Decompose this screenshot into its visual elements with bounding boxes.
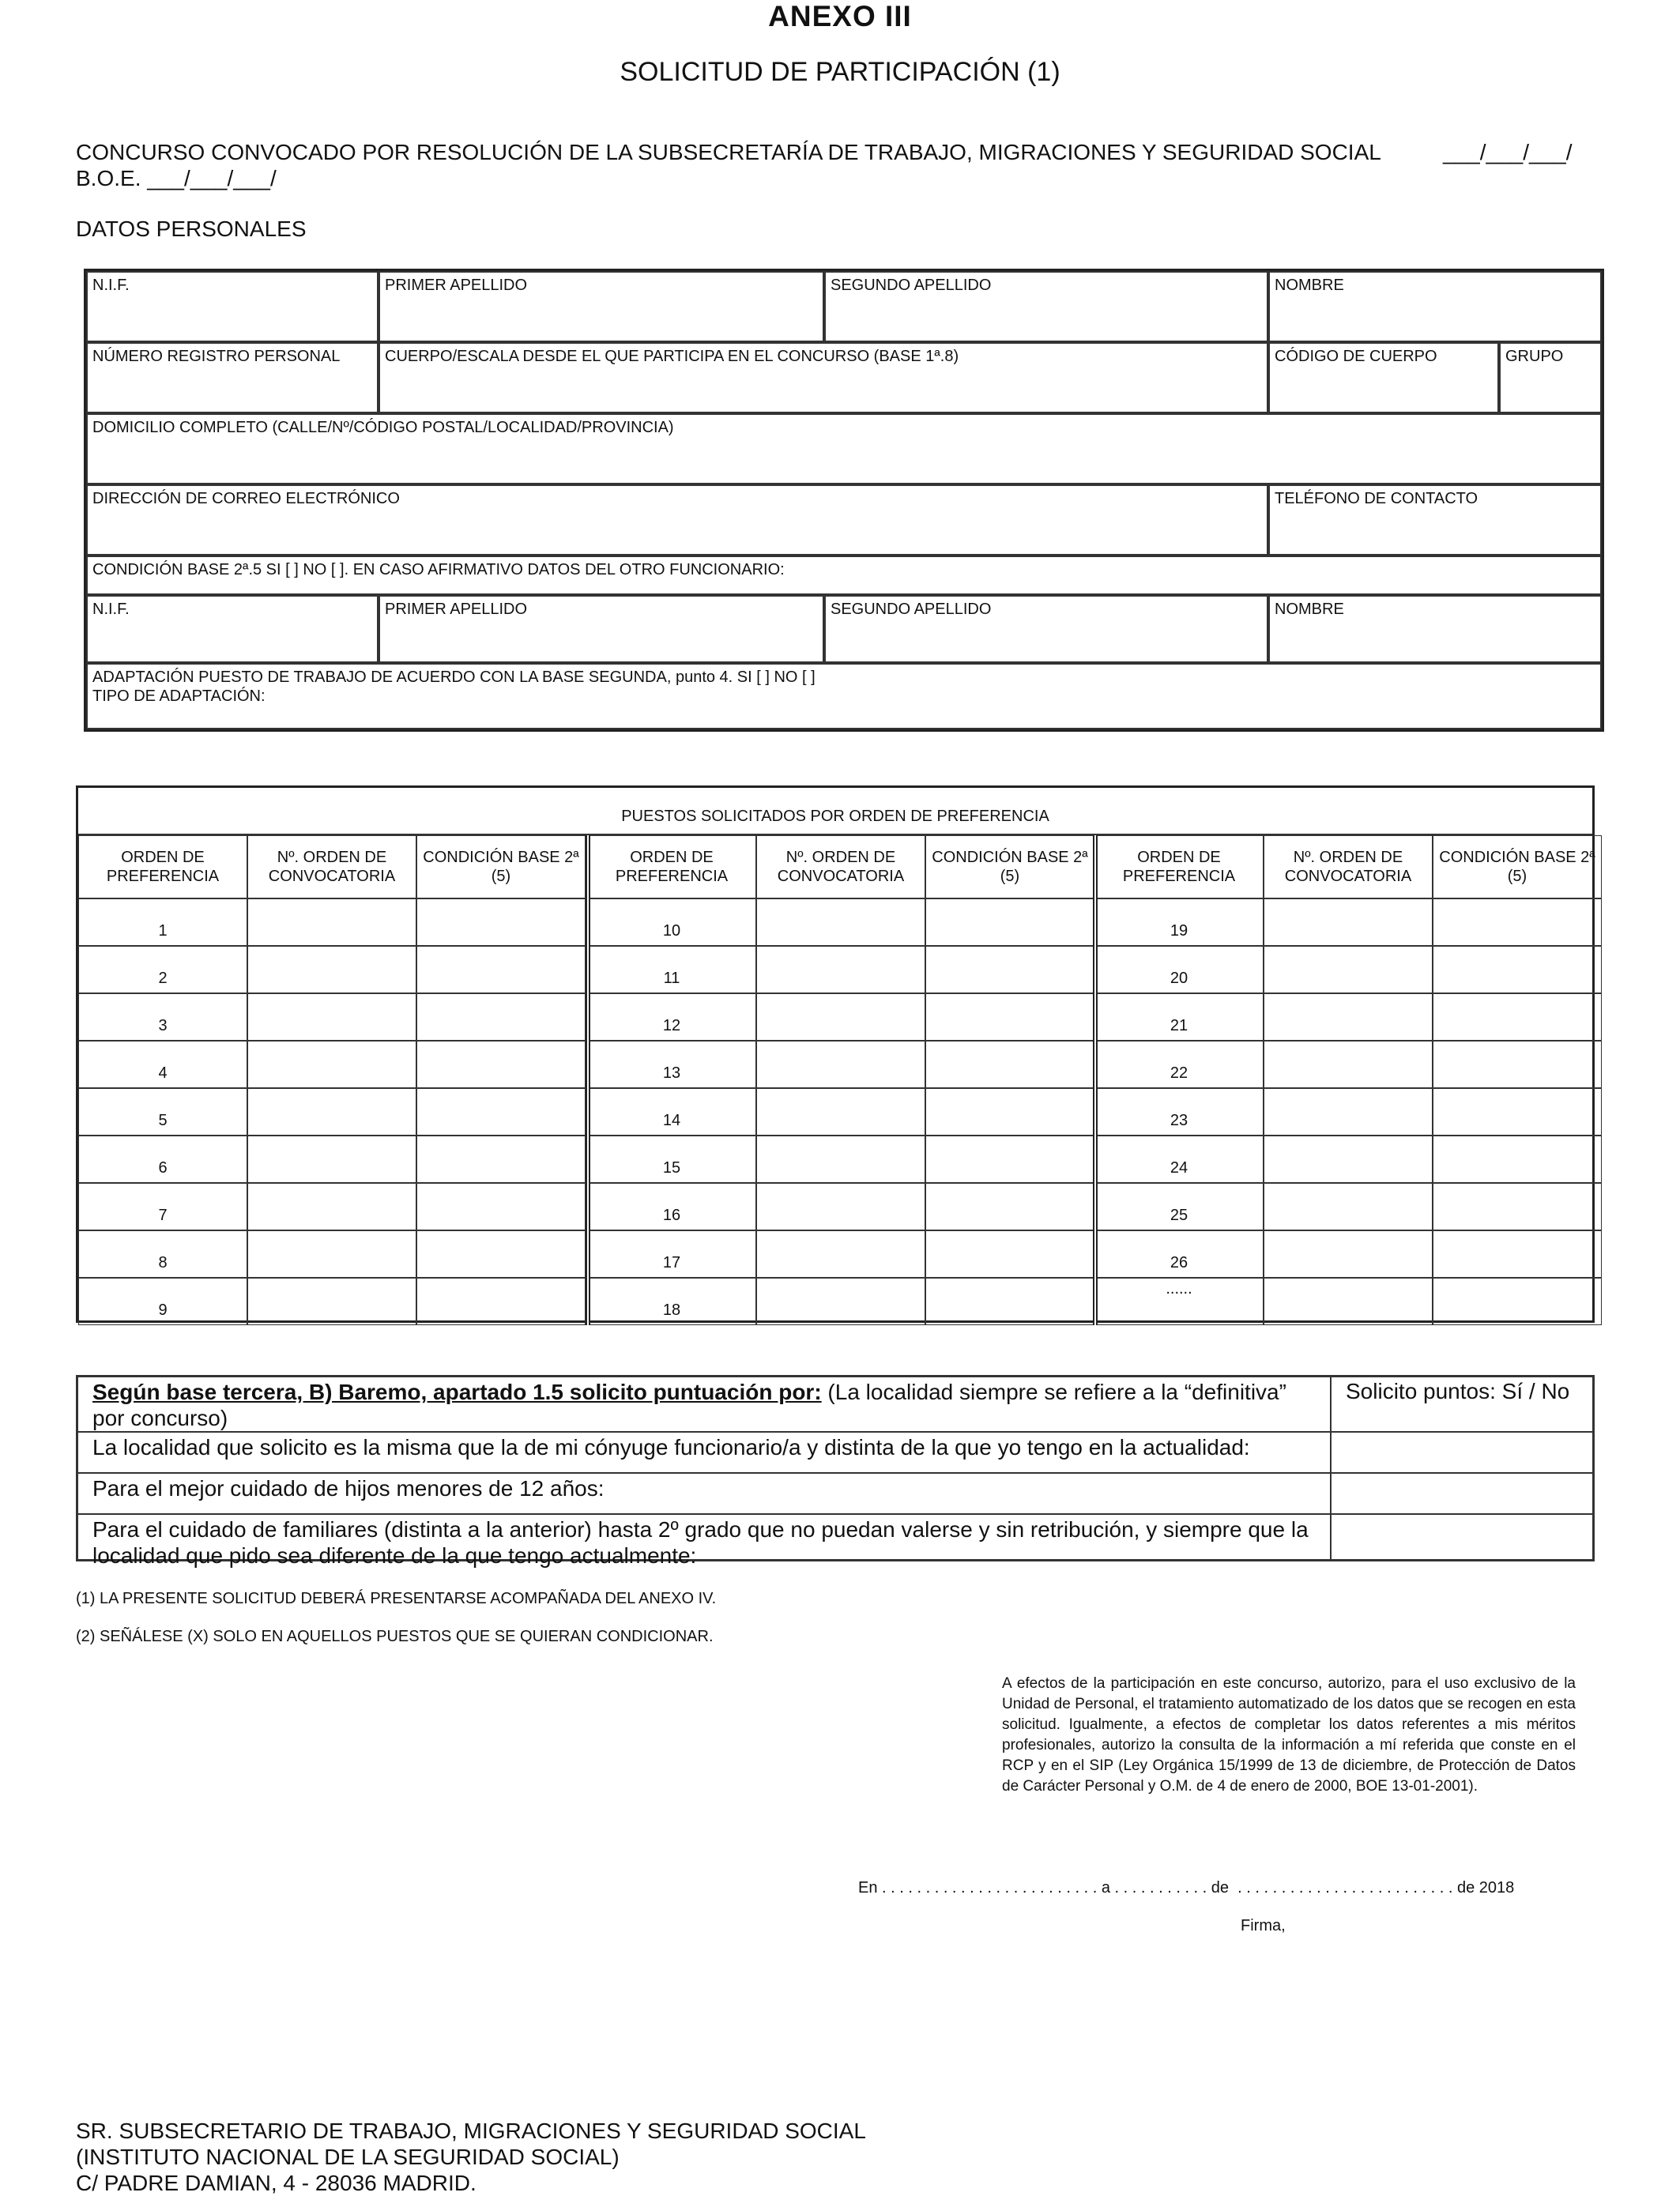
convocatoria-input-cell[interactable] [756, 898, 925, 946]
adaptacion-label: ADAPTACIÓN PUESTO DE TRABAJO DE ACUERDO CON LA BASE SEGUNDA, punto 4. SI [ ] NO [ ] [92, 669, 816, 686]
baremo-answer-conyuge[interactable] [1331, 1432, 1593, 1473]
primer-apellido-field[interactable]: PRIMER APELLIDO [379, 271, 824, 342]
nif-field[interactable]: N.I.F. [86, 271, 379, 342]
legal-consent-text: A efectos de la participación en este concurso, autorizo, para el uso exclusivo de la Unidad de Personal, el tratamiento automatizado de los datos que se recogen en esta solicitud. Igualmente, a efectos de completar los datos referentes a mis méritos profesionales, autorizo la consulta de la información a mí referida que conste en el RCP y en el SIP (Ley Orgánica 15/1999 de 13 de diciembre, de Protección de Datos de Carácter Personal y O.M. de 4 de enero de 2000, BOE 13-01-2001). [1002, 1675, 1576, 1795]
orden-number: 24 [1094, 1136, 1264, 1183]
condicion-input-cell[interactable] [925, 993, 1094, 1041]
document-subtitle: SOLICITUD DE PARTICIPACIÓN (1) [620, 57, 1060, 87]
orden-number: 15 [587, 1136, 756, 1183]
numero-registro-field[interactable]: NÚMERO REGISTRO PERSONAL [86, 342, 379, 413]
orden-number: 5 [78, 1088, 247, 1136]
orden-number: 21 [1094, 993, 1264, 1041]
convocatoria-date-field[interactable]: ___/___/___/ [1443, 140, 1573, 164]
convocatoria-input-cell[interactable] [1264, 1088, 1433, 1136]
condicion-base-field[interactable]: CONDICIÓN BASE 2ª.5 SI [ ] NO [ ]. EN CASO AFIRMATIVO DATOS DEL OTRO FUNCIONARIO: [86, 556, 1602, 595]
condicion-input-cell[interactable] [925, 898, 1094, 946]
orden-number: 18 [587, 1278, 756, 1325]
orden-number: 19 [1094, 898, 1264, 946]
telefono-field[interactable]: TELÉFONO DE CONTACTO [1268, 484, 1602, 556]
condicion-input-cell[interactable] [1433, 1041, 1602, 1088]
condicion-input-cell[interactable] [416, 898, 586, 946]
orden-preferencia-header: ORDEN DE PREFERENCIA [1094, 835, 1264, 898]
orden-number: 9 [78, 1278, 247, 1325]
boe-date-field[interactable]: B.O.E. ___/___/___/ [76, 166, 277, 190]
condicion-input-cell[interactable] [1433, 1230, 1602, 1278]
condicion-input-cell[interactable] [925, 1230, 1094, 1278]
convocatoria-input-cell[interactable] [756, 1088, 925, 1136]
convocatoria-input-cell[interactable] [247, 1088, 416, 1136]
condicion-input-cell[interactable] [925, 1136, 1094, 1183]
personal-data-grid [84, 269, 1604, 732]
convocatoria-input-cell[interactable] [247, 898, 416, 946]
signature-label: Firma, [1241, 1917, 1286, 1934]
orden-number: 14 [587, 1088, 756, 1136]
document-title: ANEXO III [768, 0, 912, 32]
convocatoria-input-cell[interactable] [756, 1278, 925, 1325]
baremo-answer-familiares[interactable] [1331, 1514, 1593, 1560]
orden-number: 3 [78, 993, 247, 1041]
note-1: (1) LA PRESENTE SOLICITUD DEBERÁ PRESENTARSE ACOMPAÑADA DEL ANEXO IV. [76, 1590, 717, 1607]
condicion-input-cell[interactable] [1433, 946, 1602, 993]
orden-convocatoria-header: Nº. ORDEN DE CONVOCATORIA [1264, 835, 1433, 898]
condicion-input-cell[interactable] [925, 1278, 1094, 1325]
convocatoria-text: CONCURSO CONVOCADO POR RESOLUCIÓN DE LA SUBSECRETARÍA DE TRABAJO, MIGRACIONES Y SEGURIDAD SOCIAL [76, 140, 1381, 164]
group-divider [1093, 835, 1098, 1325]
puestos-table [76, 785, 1595, 1323]
address-line-3: C/ PADRE DAMIAN, 4 - 28036 MADRID. [76, 2171, 477, 2195]
cuerpo-escala-field[interactable]: CUERPO/ESCALA DESDE EL QUE PARTICIPA EN EL CONCURSO (BASE 1ª.8) [379, 342, 1268, 413]
recipient-address [76, 2118, 866, 2196]
baremo-row-hijos: Para el mejor cuidado de hijos menores de 12 años: [77, 1473, 1331, 1514]
puestos-table-title: PUESTOS SOLICITADOS POR ORDEN DE PREFERENCIA [78, 788, 1592, 835]
condicion-input-cell[interactable] [416, 1230, 586, 1278]
condicion-input-cell[interactable] [1433, 898, 1602, 946]
orden-number: 1 [78, 898, 247, 946]
baremo-solicito-header: Solicito puntos: Sí / No [1331, 1377, 1593, 1432]
address-line-1: SR. SUBSECRETARIO DE TRABAJO, MIGRACIONES Y SEGURIDAD SOCIAL [76, 2119, 866, 2143]
address-line-2: (INSTITUTO NACIONAL DE LA SEGURIDAD SOCIAL) [76, 2145, 620, 2169]
condicion-input-cell[interactable] [416, 993, 586, 1041]
condicion-input-cell[interactable] [925, 946, 1094, 993]
orden-number: 7 [78, 1183, 247, 1230]
condicion-input-cell[interactable] [416, 1278, 586, 1325]
convocatoria-input-cell[interactable] [1264, 1041, 1433, 1088]
condicion-input-cell[interactable] [416, 1041, 586, 1088]
baremo-row-familiares: Para el cuidado de familiares (distinta a la anterior) hasta 2º grado que no puedan valerse y sin retribución, y siempre que la localidad que pido sea diferente de la que tengo actualmente: [77, 1514, 1331, 1560]
baremo-header-rest: (La localidad siempre se refiere a la “definitiva” por concurso) [92, 1380, 1286, 1430]
orden-number: ...... [1094, 1278, 1264, 1325]
nombre-field[interactable]: NOMBRE [1268, 271, 1602, 342]
orden-number: 26 [1094, 1230, 1264, 1278]
convocatoria-input-cell[interactable] [247, 946, 416, 993]
nif-otro-field[interactable]: N.I.F. [86, 595, 379, 663]
section-personal-heading: DATOS PERSONALES [76, 217, 307, 241]
convocatoria-input-cell[interactable] [1264, 993, 1433, 1041]
orden-convocatoria-header: Nº. ORDEN DE CONVOCATORIA [756, 835, 925, 898]
orden-number: 20 [1094, 946, 1264, 993]
convocatoria-input-cell[interactable] [1264, 1183, 1433, 1230]
baremo-header-text [77, 1377, 1331, 1432]
condicion-base-header: CONDICIÓN BASE 2ª (5) [1433, 835, 1602, 898]
baremo-answer-hijos[interactable] [1331, 1473, 1593, 1514]
convocatoria-input-cell[interactable] [1264, 946, 1433, 993]
condicion-input-cell[interactable] [1433, 1136, 1602, 1183]
convocatoria-input-cell[interactable] [756, 1183, 925, 1230]
convocatoria-input-cell[interactable] [247, 1278, 416, 1325]
tipo-adaptacion-label: TIPO DE ADAPTACIÓN: [92, 687, 266, 705]
convocatoria-input-cell[interactable] [756, 1041, 925, 1088]
note-2: (2) SEÑÁLESE (X) SOLO EN AQUELLOS PUESTOS QUE SE QUIERAN CONDICIONAR. [76, 1628, 714, 1645]
orden-number: 2 [78, 946, 247, 993]
orden-number: 13 [587, 1041, 756, 1088]
orden-number: 17 [587, 1230, 756, 1278]
condicion-base-header: CONDICIÓN BASE 2ª (5) [416, 835, 586, 898]
convocatoria-input-cell[interactable] [756, 1136, 925, 1183]
orden-number: 11 [587, 946, 756, 993]
convocatoria-input-cell[interactable] [247, 993, 416, 1041]
orden-number: 4 [78, 1041, 247, 1088]
convocatoria-input-cell[interactable] [756, 1230, 925, 1278]
convocatoria-input-cell[interactable] [247, 1136, 416, 1183]
orden-convocatoria-header: Nº. ORDEN DE CONVOCATORIA [247, 835, 416, 898]
condicion-input-cell[interactable] [1433, 1183, 1602, 1230]
correo-field[interactable]: DIRECCIÓN DE CORREO ELECTRÓNICO [86, 484, 1268, 556]
orden-number: 23 [1094, 1088, 1264, 1136]
group-divider [586, 835, 590, 1325]
convocatoria-input-cell[interactable] [247, 1183, 416, 1230]
baremo-table [76, 1375, 1595, 1568]
convocatoria-input-cell[interactable] [1264, 1136, 1433, 1183]
orden-number: 25 [1094, 1183, 1264, 1230]
domicilio-field[interactable]: DOMICILIO COMPLETO (CALLE/Nº/CÓDIGO POSTAL/LOCALIDAD/PROVINCIA) [86, 413, 1602, 484]
nombre-otro-field[interactable]: NOMBRE [1268, 595, 1602, 663]
condicion-input-cell[interactable] [416, 1088, 586, 1136]
convocatoria-input-cell[interactable] [1264, 1278, 1433, 1325]
condicion-input-cell[interactable] [416, 946, 586, 993]
segundo-apellido-field[interactable]: SEGUNDO APELLIDO [824, 271, 1268, 342]
orden-number: 12 [587, 993, 756, 1041]
convocatoria-input-cell[interactable] [1264, 1230, 1433, 1278]
condicion-input-cell[interactable] [1433, 1278, 1602, 1325]
convocatoria-input-cell[interactable] [1264, 898, 1433, 946]
baremo-row-conyuge: La localidad que solicito es la misma que la de mi cónyuge funcionario/a y distinta de la que yo tengo en la actualidad: [77, 1432, 1331, 1473]
condicion-base-header: CONDICIÓN BASE 2ª (5) [925, 835, 1094, 898]
convocatoria-input-cell[interactable] [247, 1230, 416, 1278]
convocatoria-input-cell[interactable] [756, 993, 925, 1041]
convocatoria-block [76, 139, 1617, 194]
orden-number: 16 [587, 1183, 756, 1230]
condicion-input-cell[interactable] [925, 1041, 1094, 1088]
condicion-input-cell[interactable] [925, 1088, 1094, 1136]
condicion-input-cell[interactable] [416, 1136, 586, 1183]
primer-apellido-otro-field[interactable]: PRIMER APELLIDO [379, 595, 824, 663]
orden-number: 22 [1094, 1041, 1264, 1088]
adaptacion-field[interactable] [86, 663, 1602, 729]
grupo-field[interactable]: GRUPO [1499, 342, 1602, 413]
convocatoria-input-cell[interactable] [247, 1041, 416, 1088]
orden-number: 6 [78, 1136, 247, 1183]
segundo-apellido-otro-field[interactable]: SEGUNDO APELLIDO [824, 595, 1268, 663]
condicion-input-cell[interactable] [925, 1183, 1094, 1230]
condicion-input-cell[interactable] [416, 1183, 586, 1230]
orden-preferencia-header: ORDEN DE PREFERENCIA [78, 835, 247, 898]
orden-number: 8 [78, 1230, 247, 1278]
condicion-input-cell[interactable] [1433, 993, 1602, 1041]
convocatoria-input-cell[interactable] [756, 946, 925, 993]
baremo-header-bold: Según base tercera, B) Baremo, apartado 1.5 solicito puntuación por: [92, 1380, 822, 1404]
orden-preferencia-header: ORDEN DE PREFERENCIA [587, 835, 756, 898]
place-date-line[interactable]: En . . . . . . . . . . . . . . . . . . . . . . . . . a . . . . . . . . . . . de . . . . . . . . . . . . . . . . . . . . . . . . . de 2018 [858, 1879, 1515, 1897]
codigo-cuerpo-field[interactable]: CÓDIGO DE CUERPO [1268, 342, 1499, 413]
orden-number: 10 [587, 898, 756, 946]
condicion-input-cell[interactable] [1433, 1088, 1602, 1136]
